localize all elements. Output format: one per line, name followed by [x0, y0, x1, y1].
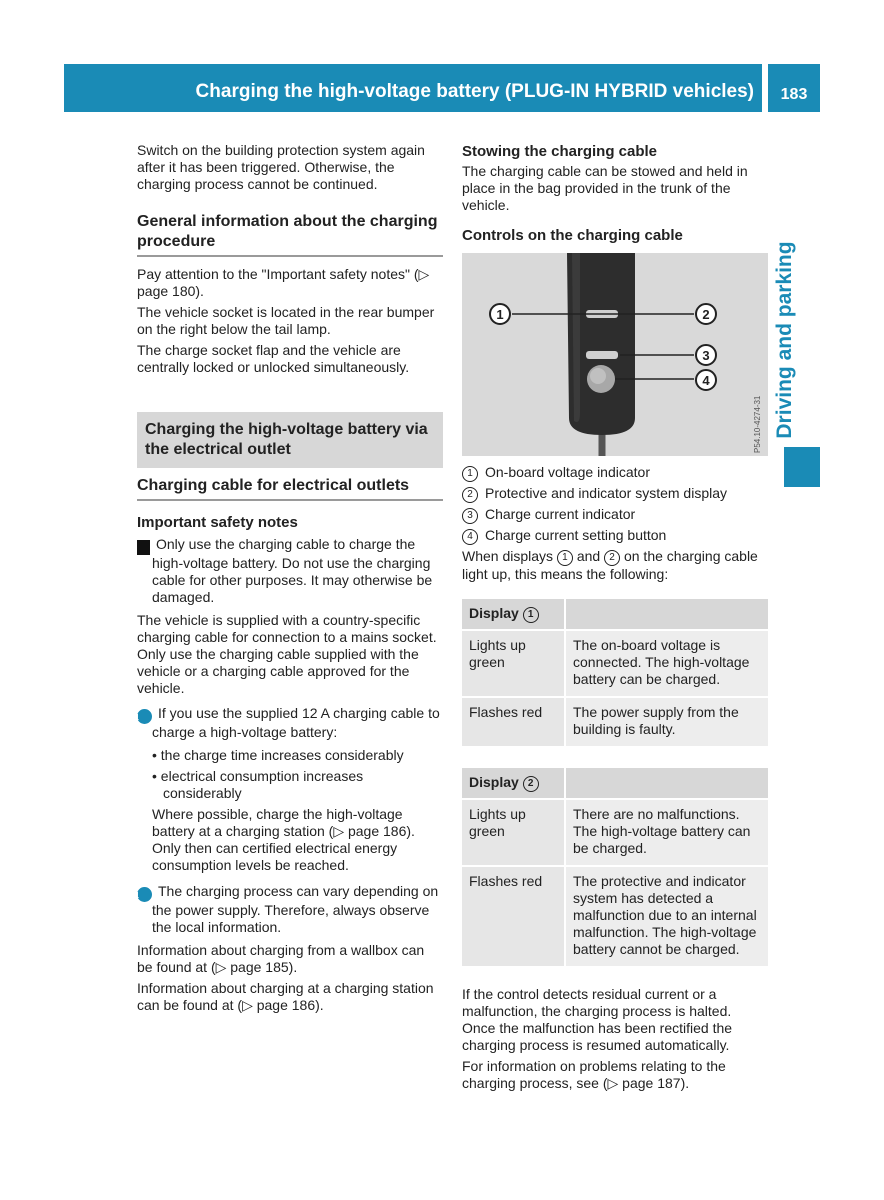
table-row	[462, 630, 768, 697]
warning-text: Only use the charging cable to charge the high-voltage battery. Do not use the charging cable for other purposes. It may otherwise be damaged.	[152, 536, 433, 605]
charging-cable-illustration	[462, 253, 768, 456]
info-note-1	[134, 705, 443, 741]
bullet-item: • electrical consumption increases considerably	[152, 768, 364, 801]
table-row	[462, 866, 768, 966]
figure-legend	[462, 464, 768, 545]
info-note-2	[134, 883, 443, 936]
warning-icon: !	[137, 540, 150, 555]
residual-current-paragraph: If the control detects residual current or a malfunction, the charging process is halted. Once the malfunction has been rectified the charging process is resumed automatically.	[462, 986, 733, 1053]
info-note-1-text: If you use the supplied 12 A charging cable to charge a high-voltage battery:	[152, 705, 440, 740]
table-header-cell: Display 1	[462, 599, 565, 630]
safety-heading: Important safety notes	[137, 514, 298, 531]
table-header-row	[462, 768, 768, 799]
legend-item: 1 On-board voltage indicator	[462, 464, 768, 482]
table-cell: Lights up green	[462, 799, 565, 866]
table-cell: The power supply from the building is faulty.	[565, 697, 768, 746]
table-header-cell	[565, 599, 768, 630]
table-cell: Flashes red	[462, 866, 565, 966]
section-tab-label: Driving and parking	[773, 241, 796, 439]
page-number: 183	[768, 64, 820, 112]
table-cell: There are no malfunctions. The high-voltage battery can be charged.	[565, 799, 768, 866]
table-header-cell: Display 2	[462, 768, 565, 799]
legend-item: 2 Protective and indicator system display	[462, 485, 768, 503]
intro-paragraph: Switch on the building protection system again after it has been triggered. Otherwise, the charging process cannot be continued.	[137, 142, 425, 192]
display-1-table	[462, 599, 768, 746]
table-header-row	[462, 599, 768, 630]
supplied-cable-paragraph: The vehicle is supplied with a country-specific charging cable for connection to a mains socket. Only use the charging cable supplied with the vehicle or a charging cable approved for the vehicle.	[137, 612, 437, 696]
stow-heading: Stowing the charging cable	[462, 143, 658, 160]
table-cell: The on-board voltage is connected. The high-voltage battery can be charged.	[565, 630, 768, 697]
displays-intro: When displays 1 and 2 on the charging cable light up, this means the following:	[462, 548, 758, 582]
info-icon: i	[137, 887, 152, 902]
bullet-item: • the charge time increases considerably	[152, 747, 404, 763]
general-paragraph-2: The vehicle socket is located in the rear bumper on the right below the tail lamp.	[137, 304, 435, 337]
callout-3: 3	[702, 348, 710, 363]
info-note-1-after: Where possible, charge the high-voltage battery at a charging station (▷ page 186). Only then can certified electrical energy consumption levels be reached.	[152, 806, 415, 873]
info-icon: i	[137, 709, 152, 724]
section-heading-shaded: Charging the high-voltage battery via the electrical outlet	[137, 412, 443, 468]
left-column	[134, 142, 443, 1014]
info-note-2-text: The charging process can vary depending on the power supply. Therefore, always observe the local information.	[152, 883, 439, 935]
cable-heading: Charging cable for electrical outlets	[137, 476, 443, 501]
legend-item: 4 Charge current setting button	[462, 527, 768, 545]
table-row	[462, 697, 768, 746]
charging-cable-figure	[462, 253, 768, 456]
callout-2: 2	[702, 307, 710, 322]
problems-reference: For information on problems relating to the charging process, see (▷ page 187).	[462, 1058, 726, 1091]
table-header-cell	[565, 768, 768, 799]
wallbox-reference: Information about charging from a wallbox can be found at (▷ page 185).	[137, 942, 425, 975]
figure-code: P54.10-4274-31	[753, 395, 762, 453]
table-cell: Flashes red	[462, 697, 565, 746]
table-cell: Lights up green	[462, 630, 565, 697]
warning-note	[134, 536, 443, 606]
general-paragraph-3: The charge socket flap and the vehicle are centrally locked or unlocked simultaneously.	[137, 342, 410, 375]
callout-1: 1	[496, 307, 504, 322]
callout-4: 4	[702, 373, 710, 388]
section-tab-marker	[784, 447, 820, 487]
display-2-table	[462, 768, 768, 966]
general-paragraph-1: Pay attention to the "Important safety notes" (▷ page 180).	[137, 266, 430, 299]
controls-heading: Controls on the charging cable	[462, 227, 683, 244]
general-info-heading: General information about the charging procedure	[137, 212, 443, 257]
right-column	[462, 142, 768, 1092]
page-header	[64, 64, 762, 112]
table-row	[462, 799, 768, 866]
page-title: Charging the high-voltage battery (PLUG-IN HYBRID vehicles)	[195, 81, 754, 102]
stow-paragraph: The charging cable can be stowed and held in place in the bag provided in the trunk of the vehicle.	[462, 163, 748, 213]
legend-item: 3 Charge current indicator	[462, 506, 768, 524]
table-cell: The protective and indicator system has detected a malfunction due to an internal malfunction. The high-voltage battery cannot be charged.	[565, 866, 768, 966]
station-reference: Information about charging at a charging station can be found at (▷ page 186).	[137, 980, 434, 1013]
